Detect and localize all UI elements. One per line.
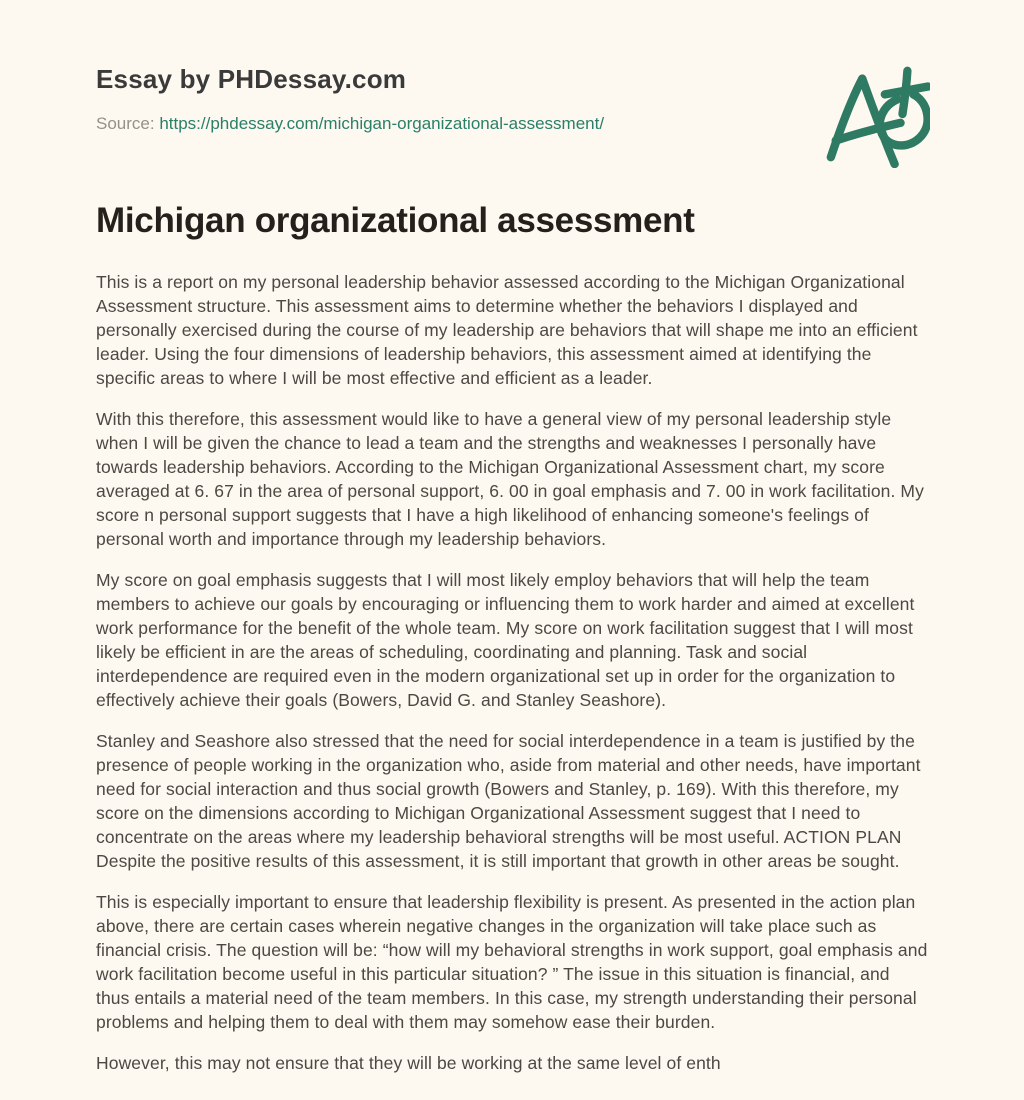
article-paragraph: This is a report on my personal leadership behavior assessed according to the Michigan Organizational Assessment structure. This assessment aims to determine whether the behaviors I displayed and personally exercised during the course of my leadership are behaviors that will shape me into an efficient leader. Using the four dimensions of leadership behaviors, this assessment aimed at identifying the specific areas to where I will be most effective and efficient as a leader. <box>96 271 918 388</box>
essay-byline: Essay by PHDessay.com <box>96 64 407 94</box>
article-paragraph: However, this may not ensure that they will be working at the same level of enth <box>96 1052 721 1073</box>
article-paragraph: This is especially important to ensure that leadership flexibility is present. As presented in the action plan above, there are certain cases wherein negative changes in the organization will take place such as financial crisis. The question will be: “how will my behavioral strengths in work support, goal emphasis and work facilitation become useful in this particular situation? ” The issue in this situation is financial, and thus entails a material need of the team members. In this case, my strength understanding their personal problems and helping them to deal with them may somehow ease their burden. <box>96 891 928 1032</box>
article-paragraph: With this therefore, this assessment would like to have a general view of my personal leadership style when I will be given the chance to lead a team and the strengths and weaknesses I personally have towards leadership behaviors. According to the Michigan Organizational Assessment chart, my score averaged at 6. 67 in the area of personal support, 6. 00 in goal emphasis and 7. 00 in work facilitation. My score n personal support suggests that I have a high likelihood of enhancing someone's feelings of personal worth and importance through my leadership behaviors. <box>96 408 924 549</box>
article-paragraph: Stanley and Seashore also stressed that the need for social interdependence in a team is justified by the presence of people working in the organization who, aside from material and other needs, have important need for social interaction and thus social growth (Bowers and Stanley, p. 169). With this therefore, my score on the dimensions according to Michigan Organizational Assessment suggest that I need to concentrate on the areas where my leadership behavioral strengths will be most useful. ACTION PLAN Despite the positive results of this assessment, it is still important that growth in other areas be sought. <box>96 730 921 871</box>
source-line <box>96 113 928 135</box>
source-url-link[interactable]: https://phdessay.com/michigan-organizational-assessment/ <box>159 114 605 134</box>
article-paragraph: My score on goal emphasis suggests that I will most likely employ behaviors that will help the team members to achieve our goals by encouraging or influencing them to work harder and aimed at excellent work performance for the benefit of the whole team. My score on work facilitation suggest that I will most likely be efficient in are the areas of scheduling, coordinating and planning. Task and social interdependence are required even in the modern organizational set up in order for the organization to effectively achieve their goals (Bowers, David G. and Stanley Seashore). <box>96 569 915 710</box>
article-body <box>96 270 928 1075</box>
article-title: Michigan organizational assessment <box>96 201 695 241</box>
source-label: Source: <box>96 114 155 134</box>
